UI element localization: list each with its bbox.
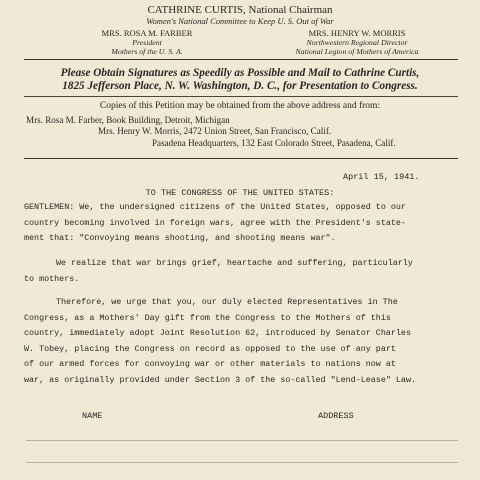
paragraph-line: GENTLEMEN: We, the undersigned citizens of the United States, opposed to our [24,202,406,212]
petition-addressee: TO THE CONGRESS OF THE UNITED STATES: [145,188,335,198]
petition-paragraph-2 [24,256,456,287]
paragraph-line: We realize that war brings grief, heartache and suffering, particularly [56,258,413,268]
copies-address-farber: Mrs. Rosa M. Farber, Book Building, Detroit, Michigan [26,115,230,125]
paragraph-line: of our armed forces for convoying war or other materials to nations now at [24,359,396,369]
instruction-divider [24,96,458,97]
officer-farber [62,28,232,56]
paragraph-line: Therefore, we urge that you, our duly elected Representatives in The [56,297,398,307]
paragraph-line: ment that: "Convoying means shooting, and shooting means war". [24,233,336,243]
petition-paragraph-3 [24,295,456,388]
officer-organization: National Legion of Mothers of America [295,47,419,56]
signature-line[interactable] [26,462,458,463]
paragraph-line: war, as originally provided under Section 3 of the so-called "Lend-Lease" Law. [24,374,417,385]
petition-date: April 15, 1941. [343,172,420,182]
instruction-line-1: Please Obtain Signatures as Speedily as Possible and Mail to Cathrine Curtis, [60,67,420,79]
header-divider [24,59,458,60]
paragraph-line: to mothers. [24,273,80,284]
address-column-label: ADDRESS [318,411,354,421]
paragraph-line: Congress, as a Mothers' Day gift from the Congress to the Mothers of this [24,312,391,323]
paragraph-line: W. Tobey, placing the Congress on record as opposed to the use of any part [24,343,396,354]
officer-morris [262,28,452,56]
paragraph-line: country becoming involved in foreign wars, agree with the President's state- [24,217,406,228]
copies-address-pasadena: Pasadena Headquarters, 132 East Colorado Street, Pasadena, Calif. [152,138,396,148]
officer-name: MRS. ROSA M. FARBER [101,28,193,38]
officer-name: MRS. HENRY W. MORRIS [308,28,406,38]
petition-paragraph-1 [24,200,456,247]
name-column-label: NAME [82,411,103,421]
officer-title: Northwestern Regional Director [306,38,408,47]
copies-address-morris: Mrs. Henry W. Morris, 2472 Union Street, San Francisco, Calif. [98,126,332,136]
paragraph-line: country, immediately adopt Joint Resolution 62, introduced by Senator Charles [24,328,411,338]
signature-line[interactable] [26,440,458,441]
chairman-name: CATHRINE CURTIS, National Chairman [147,4,333,16]
officer-organization: Mothers of the U. S. A. [111,47,183,56]
officer-title: President [132,38,162,47]
chairman-organization: Women's National Committee to Keep U. S. Out of War [146,16,334,26]
copies-divider [24,158,458,159]
copies-intro: Copies of this Petition may be obtained from the above address and from: [99,101,381,111]
instruction-line-2: 1825 Jefferson Place, N. W. Washington, D. C., for Presentation to Congress. [62,80,418,92]
